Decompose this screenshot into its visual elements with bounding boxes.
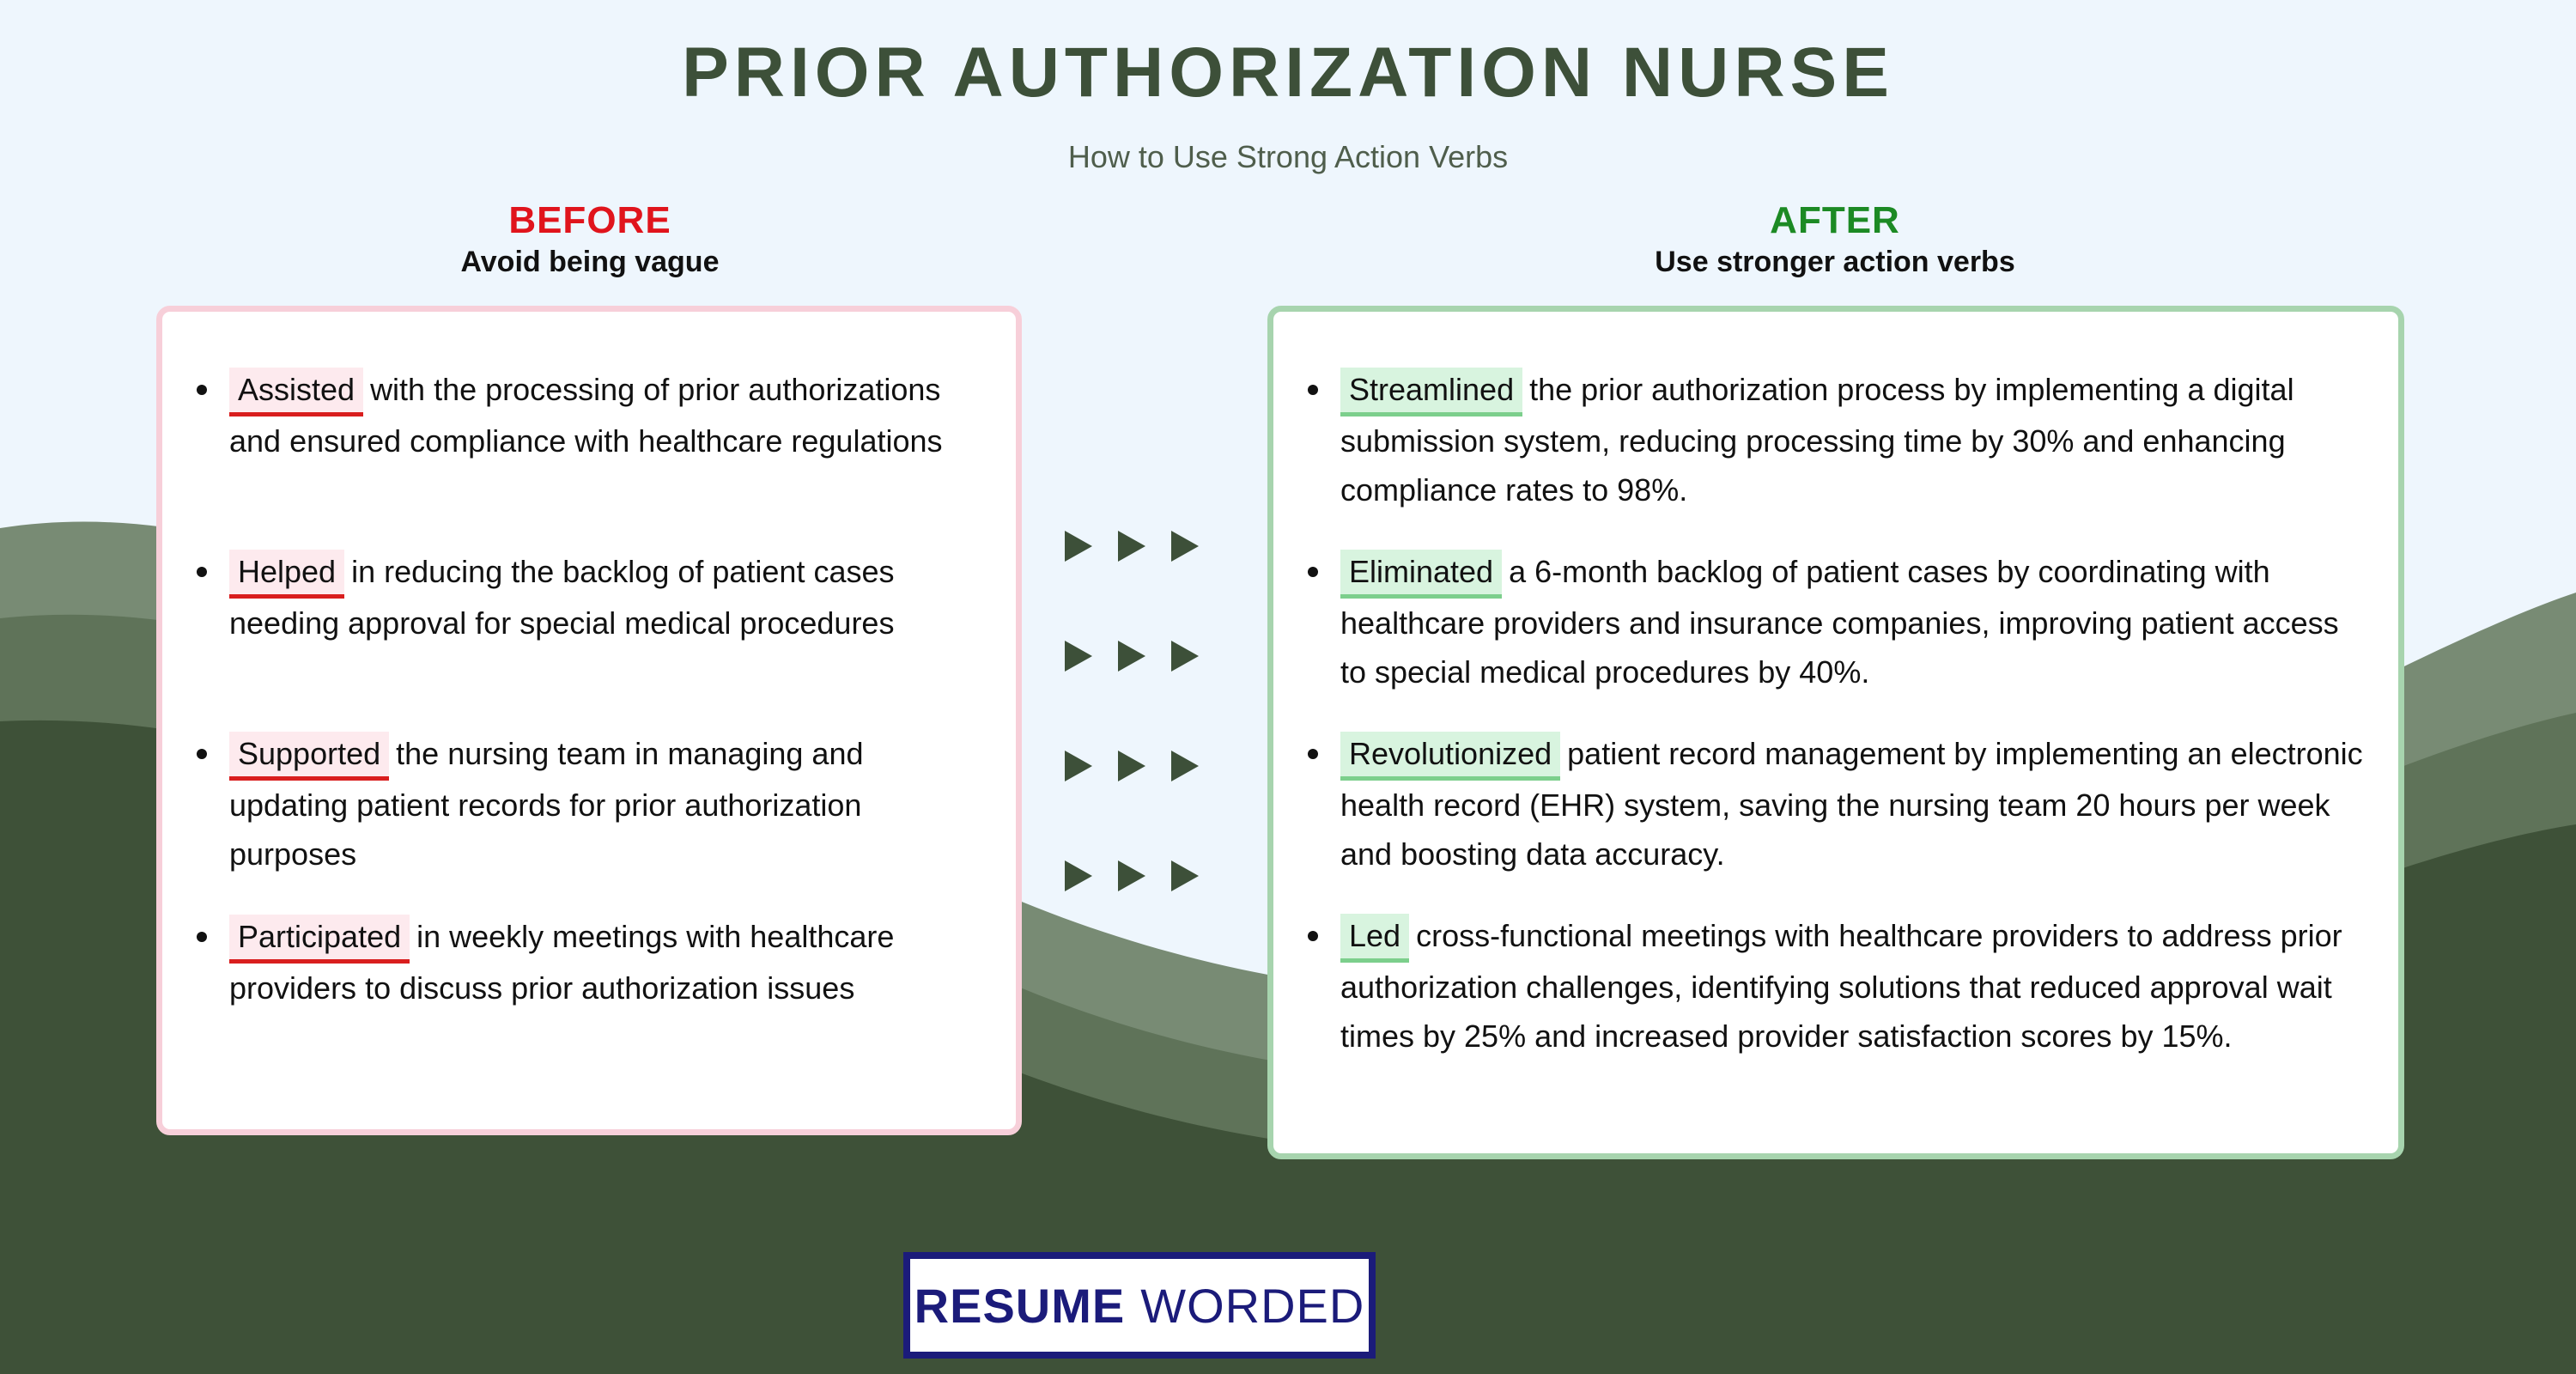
- after-sub-label: Use stronger action verbs: [1655, 246, 2015, 278]
- arrow-row: [1065, 641, 1211, 684]
- before-item: [195, 912, 976, 1010]
- before-item: [195, 365, 976, 463]
- after-item: [1306, 911, 2371, 1058]
- bullet-icon: [197, 932, 207, 942]
- weak-verb: Assisted: [229, 368, 363, 416]
- arrow-row: [1065, 860, 1211, 903]
- triangle-right-icon: [1118, 531, 1145, 562]
- bullet-text: the prior authorization process by implementing a digital submission system, reducing processing time by 30% and enhancing compliance rates to 98%.: [1340, 372, 2294, 508]
- arrow-row: [1065, 531, 1211, 574]
- triangle-right-icon: [1065, 860, 1092, 891]
- triangle-right-icon: [1065, 751, 1092, 781]
- after-label: AFTER: [1770, 199, 1900, 241]
- triangle-right-icon: [1065, 641, 1092, 672]
- triangle-right-icon: [1171, 531, 1199, 562]
- before-item: [195, 547, 976, 645]
- bullet-icon: [197, 567, 207, 577]
- bullet-icon: [1308, 931, 1318, 941]
- triangle-right-icon: [1171, 751, 1199, 781]
- strong-verb: Eliminated: [1340, 550, 1502, 599]
- after-heading: [1269, 199, 2401, 279]
- before-sub-label: Avoid being vague: [460, 246, 720, 278]
- bullet-text: cross-functional meetings with healthcare providers to address prior authorization challenges, identifying solutions that reduced approval wait times by 25% and increased provider satisfaction scores by 15%.: [1340, 918, 2342, 1054]
- triangle-right-icon: [1118, 751, 1145, 781]
- strong-verb: Revolutionized: [1340, 732, 1560, 781]
- after-item: [1306, 547, 2371, 694]
- resume-worded-logo[interactable]: [903, 1252, 1376, 1359]
- bullet-icon: [197, 749, 207, 759]
- logo-regular-text: WORDED: [1140, 1278, 1365, 1333]
- strong-verb: Led: [1340, 914, 1409, 963]
- triangle-right-icon: [1118, 860, 1145, 891]
- bullet-icon: [1308, 385, 1318, 395]
- bullet-text: the nursing team in managing and updating patient records for prior authorization purposes: [229, 736, 864, 872]
- triangle-right-icon: [1171, 641, 1199, 672]
- bullet-icon: [1308, 749, 1318, 759]
- bullet-text: a 6-month backlog of patient cases by coordinating with healthcare providers and insurance companies, improving patient access to special medical procedures by 40%.: [1340, 554, 2339, 690]
- bullet-text: with the processing of prior authorizations and ensured compliance with healthcare regulations: [229, 372, 943, 459]
- before-item: [195, 729, 976, 876]
- arrow-row: [1065, 751, 1211, 793]
- bullet-text: in weekly meetings with healthcare providers to discuss prior authorization issues: [229, 919, 895, 1006]
- weak-verb: Helped: [229, 550, 344, 599]
- bullet-text: in reducing the backlog of patient cases needing approval for special medical procedures: [229, 554, 895, 641]
- logo-bold-text: RESUME: [914, 1278, 1126, 1333]
- triangle-right-icon: [1065, 531, 1092, 562]
- weak-verb: Participated: [229, 915, 410, 964]
- bullet-icon: [197, 385, 207, 395]
- after-item: [1306, 365, 2371, 512]
- before-label: BEFORE: [508, 199, 671, 241]
- bullet-icon: [1308, 567, 1318, 577]
- after-item: [1306, 729, 2371, 876]
- after-list: [1306, 365, 2371, 1093]
- triangle-right-icon: [1118, 641, 1145, 672]
- triangle-right-icon: [1171, 860, 1199, 891]
- after-panel: [1267, 306, 2404, 1159]
- before-panel: [156, 306, 1022, 1135]
- before-list: [195, 365, 976, 1094]
- page-title: PRIOR AUTHORIZATION NURSE: [682, 33, 1894, 112]
- weak-verb: Supported: [229, 732, 389, 781]
- before-heading: [156, 199, 1024, 279]
- bullet-text: patient record management by implementing an electronic health record (EHR) system, saving the nursing team 20 hours per week and boosting data accuracy.: [1340, 736, 2363, 872]
- page-subtitle: How to Use Strong Action Verbs: [1067, 139, 1509, 174]
- strong-verb: Streamlined: [1340, 368, 1522, 416]
